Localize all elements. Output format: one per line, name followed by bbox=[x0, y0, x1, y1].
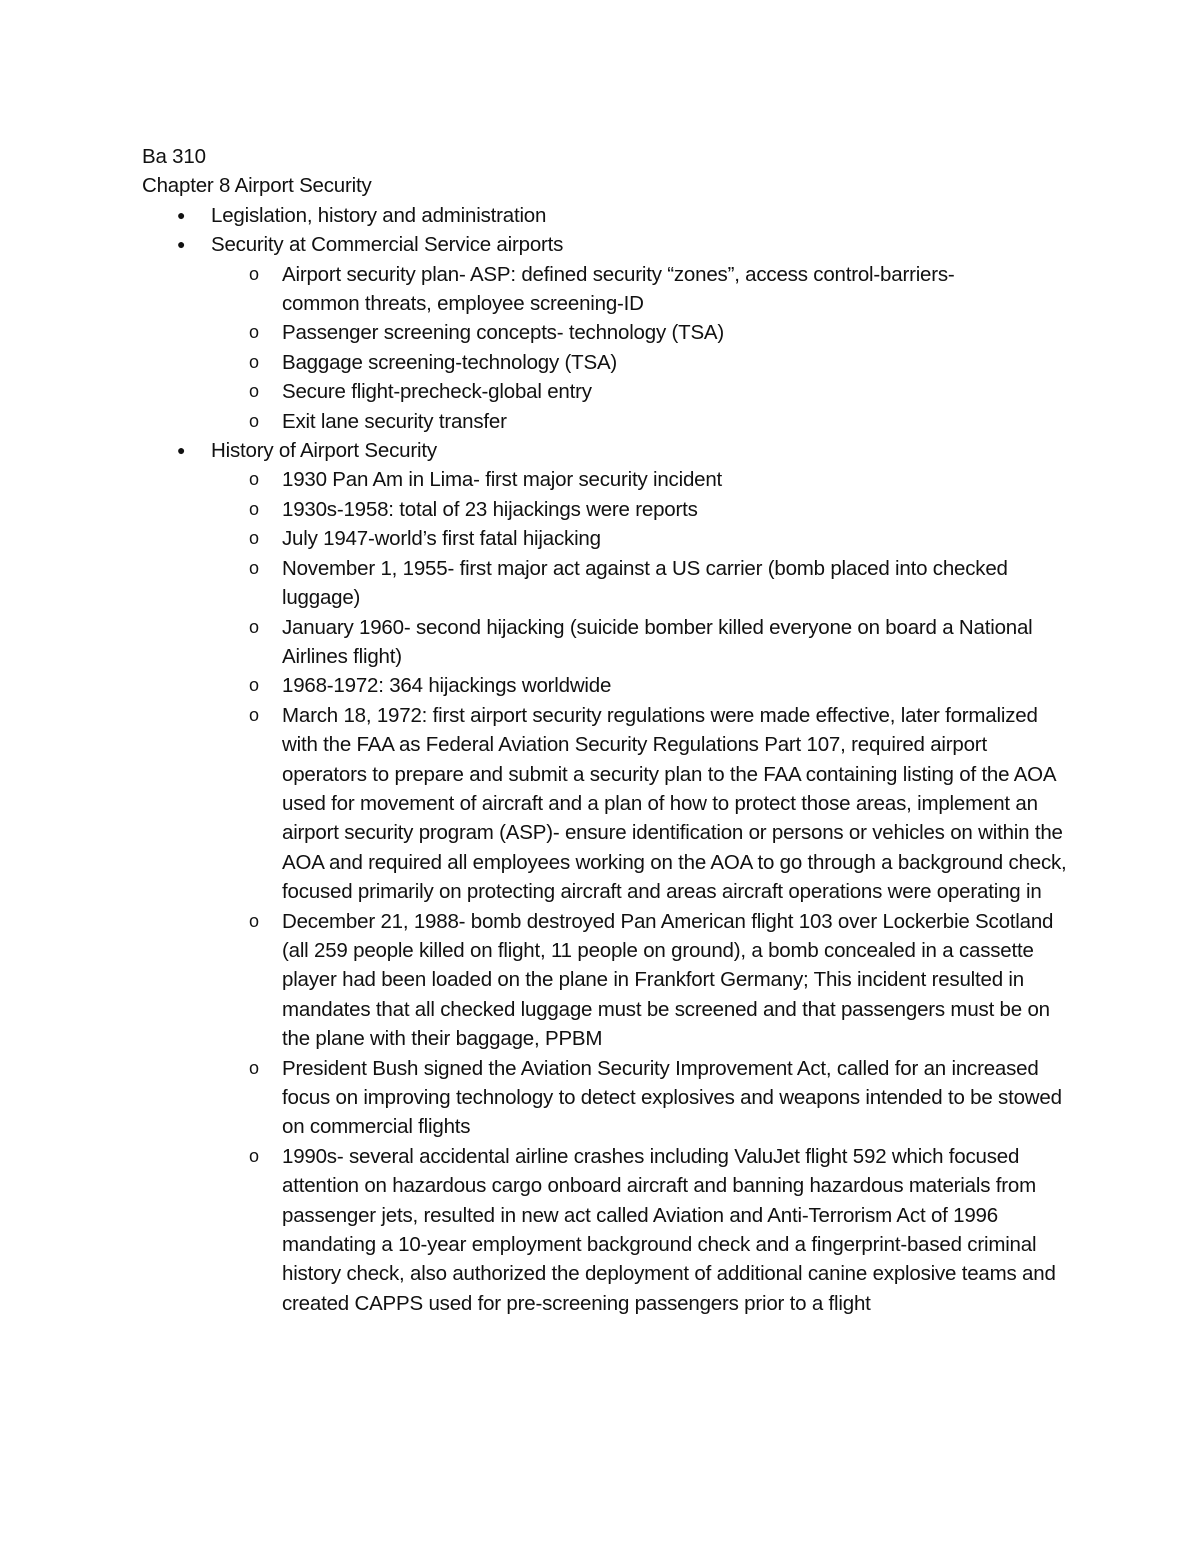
sub-list-item bbox=[142, 377, 1072, 406]
sub-list-item bbox=[142, 318, 1072, 347]
sub-list-item-text: December 21, 1988- bomb destroyed Pan American flight 103 over Lockerbie Scotland (all 259 people killed on flight, 11 people on ground), a bomb concealed in a cassette player had been loaded on the plane in Frankfort Germany; This incident resulted in mandates that all checked luggage must be screened and that passengers must be on the plane with their baggage, PPBM bbox=[282, 909, 1054, 1051]
sub-list-item-text: 1930 Pan Am in Lima- first major security incident bbox=[282, 468, 723, 492]
list-item-text: Legislation, history and administration bbox=[211, 203, 547, 227]
history-heading: History of Airport Security bbox=[211, 439, 437, 463]
sub-bullet-icon: o bbox=[249, 675, 259, 696]
sub-list-item-text: November 1, 1955- first major act against a US carrier (bomb placed into checked luggage) bbox=[282, 556, 1008, 610]
sub-list-item bbox=[142, 524, 1072, 553]
sub-list-item-text: Baggage screening-technology (TSA) bbox=[282, 350, 618, 374]
list-item bbox=[142, 436, 1072, 465]
bullet-icon: ● bbox=[177, 206, 186, 223]
sub-list-item bbox=[142, 1142, 1072, 1318]
sub-list-item-text: 1968-1972: 364 hijackings worldwide bbox=[282, 674, 612, 698]
sub-list-item-text: President Bush signed the Aviation Security Improvement Act, called for an increased focus on improving technology to detect explosives and weapons intended to be stowed on commercial flights bbox=[282, 1056, 1062, 1139]
sub-bullet-icon: o bbox=[249, 910, 259, 931]
sub-list-item-text: Exit lane security transfer bbox=[282, 409, 507, 433]
sub-list-item bbox=[142, 495, 1072, 524]
sub-bullet-icon: o bbox=[249, 469, 259, 490]
sub-list-item bbox=[142, 260, 1072, 319]
sub-list-item bbox=[142, 613, 1072, 672]
sub-bullet-icon: o bbox=[249, 704, 259, 725]
sub-bullet-icon: o bbox=[249, 263, 259, 284]
sub-list-item bbox=[142, 407, 1072, 436]
sub-bullet-icon: o bbox=[249, 351, 259, 372]
sub-list-item bbox=[142, 671, 1072, 700]
sub-list-item bbox=[142, 701, 1072, 907]
sub-list-item-text: Passenger screening concepts- technology (TSA) bbox=[282, 321, 725, 345]
sub-list-item-text: July 1947-world’s first fatal hijacking bbox=[282, 527, 601, 551]
sub-list-item bbox=[142, 907, 1072, 1054]
sub-bullet-icon: o bbox=[249, 616, 259, 637]
sub-list-item-text: 1990s- several accidental airline crashes including ValuJet flight 592 which focused attention on hazardous cargo onboard aircraft and banning hazardous materials from passenger jets, resulted in new act called Aviation and Anti-Terrorism Act of 1996 mandating a 10-year employment background check and a fingerprint-based criminal history check, also authorized the deployment of additional canine explosive teams and created CAPPS used for pre-screening passengers prior to a flight bbox=[282, 1144, 1056, 1315]
sub-list-item-text: March 18, 1972: first airport security regulations were made effective, later formalized with the FAA as Federal Aviation Security Regulations Part 107, required airport operators to prepare and submit a security plan to the FAA containing listing of the AOA used for movement of aircraft and a plan of how to protect those areas, implement an airport security program (ASP)- ensure identification or persons or vehicles on within the AOA and required all employees working on the AOA to go through a background check, focused primarily on protecting aircraft and areas aircraft operations were operating in bbox=[282, 703, 1067, 904]
outline-list bbox=[142, 201, 1072, 1318]
sub-bullet-icon: o bbox=[249, 381, 259, 402]
sub-bullet-icon: o bbox=[249, 498, 259, 519]
sub-list-item bbox=[142, 465, 1072, 494]
sub-list-item bbox=[142, 348, 1072, 377]
sub-list-item bbox=[142, 1054, 1072, 1142]
sub-list-item-text: Airport security plan- ASP: defined security “zones”, access control-barriers-common threats, employee screening-ID bbox=[282, 262, 955, 316]
sub-bullet-icon: o bbox=[249, 528, 259, 549]
sub-list-item-text: January 1960- second hijacking (suicide bomber killed everyone on board a National Airlines flight) bbox=[282, 615, 1033, 668]
bullet-icon: ● bbox=[177, 442, 186, 459]
sub-list-item-text: Secure flight-precheck-global entry bbox=[282, 380, 592, 404]
sub-list-item bbox=[142, 554, 1072, 613]
sub-bullet-icon: o bbox=[249, 322, 259, 343]
sub-bullet-icon: o bbox=[249, 410, 259, 431]
sub-list-item-text: 1930s-1958: total of 23 hijackings were reports bbox=[282, 497, 698, 521]
list-item bbox=[142, 230, 1072, 259]
sub-bullet-icon: o bbox=[249, 1057, 259, 1078]
course-code: Ba 310 bbox=[142, 145, 206, 168]
chapter-title: Chapter 8 Airport Security bbox=[142, 174, 372, 198]
sub-bullet-icon: o bbox=[249, 557, 259, 578]
bullet-icon: ● bbox=[177, 236, 186, 253]
notes-content bbox=[142, 142, 1072, 1318]
sub-bullet-icon: o bbox=[249, 1145, 259, 1166]
list-item bbox=[142, 201, 1072, 230]
list-item-text: Security at Commercial Service airports bbox=[211, 233, 564, 257]
